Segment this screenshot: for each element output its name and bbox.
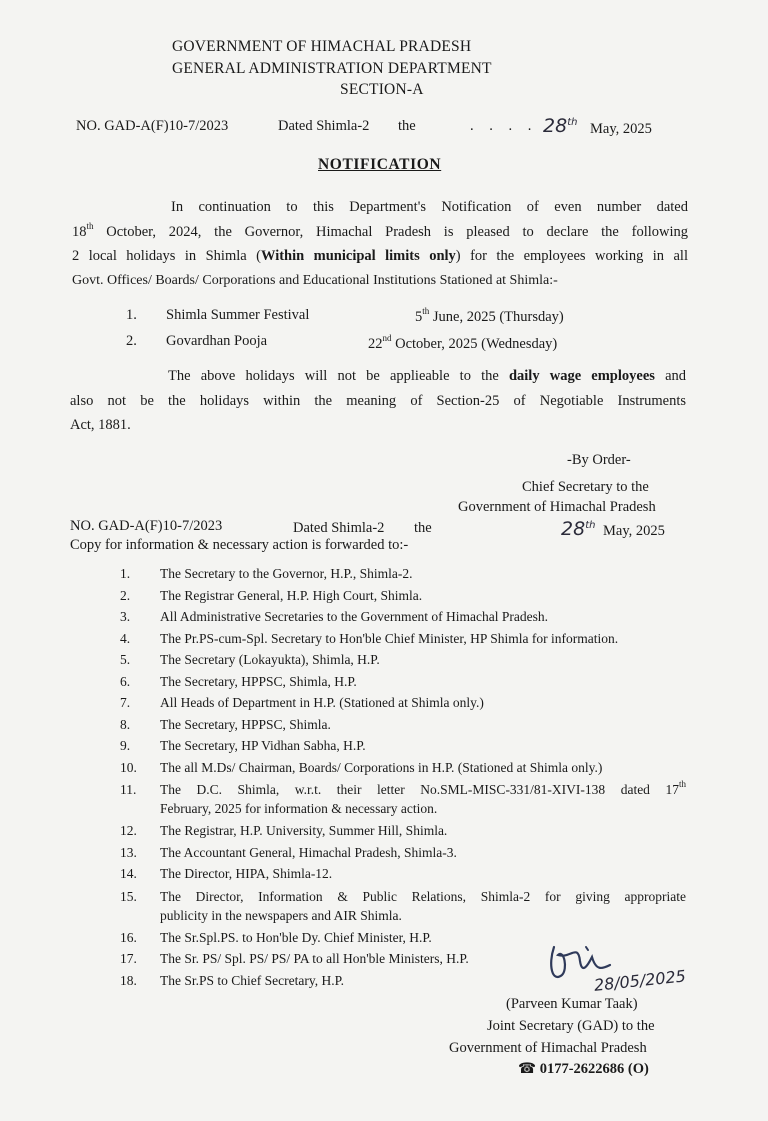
list-item: 5. The Secretary (Lokayukta), Shimla, H.P.: [120, 652, 380, 667]
header-government: GOVERNMENT OF HIMACHAL PRADESH: [172, 38, 472, 55]
list-item: 16. The Sr.Spl.PS. to Hon'ble Dy. Chief Minister, H.P.: [120, 929, 432, 945]
copy-reference-dated: Dated Shimla-2: [293, 520, 385, 536]
list-item: 18. The Sr.PS to Chief Secretary, H.P.: [120, 972, 344, 988]
signoff-organization: Government of Himachal Pradesh: [458, 499, 656, 515]
list-item: 15. The Director, Information & Public Relations, Shimla-2 for giving appropriate publicity in the newspapers and AIR Shimla.: [120, 888, 686, 923]
list-item: 11. The D.C. Shimla, w.r.t. their letter No.SML-MISC-331/81-XIVI-138 dated 17th February, 2025 for information & necessary action.: [120, 779, 686, 816]
handwritten-day: 28th: [543, 115, 578, 137]
reference-the: the: [398, 118, 416, 134]
header-section: SECTION-A: [340, 81, 424, 98]
by-order: -By Order-: [567, 452, 631, 468]
list-item: 2. The Registrar General, H.P. High Court, Shimla.: [120, 587, 423, 603]
dotted-leader: . . . .: [470, 118, 538, 134]
copy-reference-number: NO. GAD-A(F)10-7/2023: [70, 518, 223, 534]
phone-line: [518, 1061, 649, 1078]
list-item: 3. All Administrative Secretaries to the Government of Himachal Pradesh.: [120, 609, 549, 624]
copy-reference-the: the: [414, 520, 432, 536]
copy-intro: Copy for information & necessary action is forwarded to:-: [70, 537, 409, 553]
reference-month-year: May, 2025: [590, 121, 652, 137]
list-item: 1. The Secretary to the Governor, H.P., Shimla-2.: [120, 566, 413, 581]
holiday-2-date: 22nd October, 2025 (Wednesday): [368, 333, 558, 352]
reference-dated: Dated Shimla-2: [278, 118, 370, 134]
list-item: 10. The all M.Ds/ Chairman, Boards/ Corporations in H.P. (Stationed at Shimla only.): [120, 759, 603, 775]
list-item: 6. The Secretary, HPPSC, Shimla, H.P.: [120, 673, 357, 689]
copy-reference-month-year: May, 2025: [603, 523, 665, 539]
list-item: 9. The Secretary, HP Vidhan Sabha, H.P.: [120, 738, 366, 753]
page-title: NOTIFICATION: [318, 156, 442, 173]
phone-number: 0177-2622686 (O): [539, 1061, 649, 1077]
holiday-2-name: Govardhan Pooja: [166, 333, 268, 349]
reference-number: NO. GAD-A(F)10-7/2023: [76, 118, 229, 134]
header-department: GENERAL ADMINISTRATION DEPARTMENT: [172, 60, 492, 77]
list-item: 8. The Secretary, HPPSC, Shimla.: [120, 716, 331, 732]
paragraph-intro-line3: 2 local holidays in Shimla (Within municipal limits only) for the employees working in all: [72, 248, 688, 264]
copy-handwritten-day: 28th: [561, 518, 596, 540]
paragraph-exclusion: [70, 364, 686, 438]
list-item: 12. The Registrar, H.P. University, Summer Hill, Shimla.: [120, 823, 448, 838]
list-item: 13. The Accountant General, Himachal Pradesh, Shimla-3.: [120, 844, 457, 860]
holiday-1-date: 5th June, 2025 (Thursday): [415, 306, 564, 325]
holiday-1-number: 1.: [126, 307, 137, 323]
telephone-icon: ☎: [518, 1061, 537, 1077]
signatory-name: (Parveen Kumar Taak): [506, 996, 638, 1012]
paragraph-intro-line2: 18th October, 2024, the Governor, Himachal Pradesh is pleased to declare the following: [72, 220, 688, 240]
signoff-designation: Chief Secretary to the: [522, 479, 649, 495]
paragraph-intro-line4: Govt. Offices/ Boards/ Corporations and Educational Institutions Stationed at Shimla:-: [72, 272, 558, 288]
paragraph-exclusion-line2: also not be the holidays within the meaning of Section-25 of Negotiable Instruments: [70, 392, 686, 409]
signatory-organization: Government of Himachal Pradesh: [449, 1040, 647, 1056]
signatory-designation: Joint Secretary (GAD) to the: [487, 1018, 655, 1034]
list-item: 7. All Heads of Department in H.P. (Stationed at Shimla only.): [120, 695, 484, 710]
paragraph-exclusion-line3: Act, 1881.: [70, 417, 131, 433]
holiday-2-number: 2.: [126, 333, 137, 349]
list-item: 17. The Sr. PS/ Spl. PS/ PS/ PA to all Hon'ble Ministers, H.P.: [120, 951, 469, 966]
list-item: 14. The Director, HIPA, Shimla-12.: [120, 866, 333, 881]
holiday-1-name: Shimla Summer Festival: [166, 307, 310, 323]
list-item: 4. The Pr.PS-cum-Spl. Secretary to Hon'ble Chief Minister, HP Shimla for information.: [120, 630, 619, 646]
paragraph-intro: [72, 195, 688, 293]
copy-recipient-list: [116, 563, 686, 991]
signature-date: 28/05/2025: [593, 966, 687, 995]
paragraph-exclusion-line1: The above holidays will not be applieable to the daily wage employees and: [168, 368, 687, 384]
paragraph-intro-line1: In continuation to this Department's Notification of even number dated: [171, 199, 688, 215]
